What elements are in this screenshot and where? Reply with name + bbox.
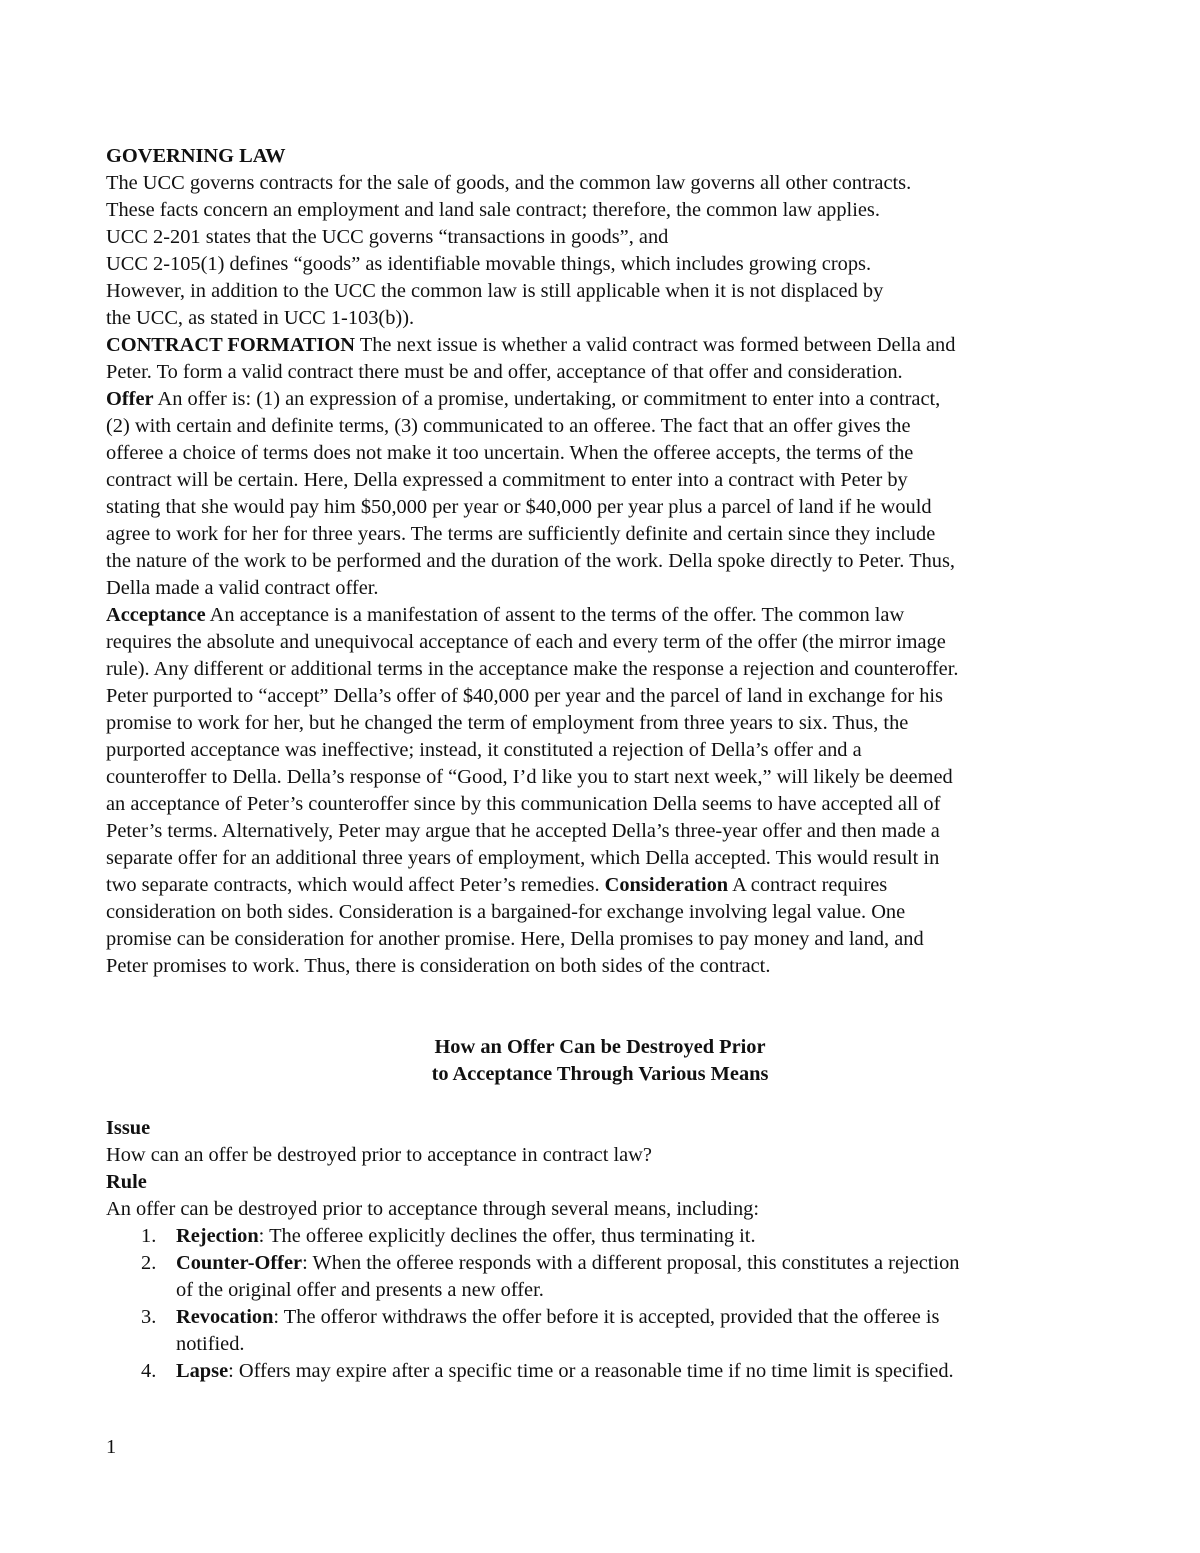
- acceptance-line: Peter purported to “accept” Della’s offer of $40,000 per year and the parcel of land in exchange for his: [106, 685, 943, 707]
- contract-formation-heading: CONTRACT FORMATION: [106, 334, 356, 356]
- list-term: Revocation: [176, 1306, 274, 1328]
- list-term: Counter-Offer: [176, 1252, 303, 1274]
- list-number: 4.: [141, 1360, 157, 1382]
- list-text: : The offeree explicitly declines the offer, thus terminating it.: [258, 1225, 756, 1247]
- governing-law-heading: GOVERNING LAW: [106, 145, 286, 167]
- list-item: [106, 1358, 1106, 1385]
- offer-line: the nature of the work to be performed and the duration of the work. Della spoke directly to Peter. Thus,: [106, 550, 955, 572]
- list-item: [106, 1250, 1106, 1304]
- consideration-text: A contract requires: [728, 874, 888, 896]
- list-text-continued: of the original offer and presents a new offer.: [176, 1279, 544, 1301]
- acceptance-line: rule). Any different or additional terms in the acceptance make the response a rejection and counteroffer.: [106, 658, 959, 680]
- rule-text: An offer can be destroyed prior to acceptance through several means, including:: [106, 1198, 760, 1220]
- offer-line: Della made a valid contract offer.: [106, 577, 379, 599]
- section-title-line: How an Offer Can be Destroyed Prior: [434, 1036, 766, 1058]
- list-item: [106, 1304, 1106, 1358]
- list-text: : Offers may expire after a specific time or a reasonable time if no time limit is specified.: [228, 1360, 954, 1382]
- section-title-line: to Acceptance Through Various Means: [431, 1063, 769, 1085]
- list-term: Lapse: [176, 1360, 229, 1382]
- offer-text: An offer is: (1) an expression of a promise, undertaking, or commitment to enter into a contract,: [153, 388, 941, 410]
- offer-line: (2) with certain and definite terms, (3) communicated to an offeree. The fact that an offer gives the: [106, 415, 911, 437]
- acceptance-text: two separate contracts, which would affect Peter’s remedies.: [106, 874, 605, 896]
- formation-text: The next issue is whether a valid contract was formed between Della and: [355, 334, 956, 356]
- page-number: 1: [106, 1436, 117, 1458]
- section-spacer: [106, 1088, 1106, 1115]
- acceptance-line: requires the absolute and unequivocal acceptance of each and every term of the offer (the mirror image: [106, 631, 946, 653]
- section-spacer: [106, 980, 1106, 1034]
- rule-heading: Rule: [106, 1171, 147, 1193]
- list-term: Rejection: [176, 1225, 259, 1247]
- offer-line: stating that she would pay him $50,000 per year or $40,000 per year plus a parcel of land if he would: [106, 496, 932, 518]
- consideration-line: [106, 872, 1106, 899]
- acceptance-heading: Acceptance: [106, 604, 206, 626]
- acceptance-line: separate offer for an additional three years of employment, which Della accepted. This would result in: [106, 847, 940, 869]
- governing-line: UCC 2-105(1) defines “goods” as identifiable movable things, which includes growing crops.: [106, 253, 872, 275]
- governing-line: However, in addition to the UCC the common law is still applicable when it is not displaced by: [106, 280, 884, 302]
- offer-line: contract will be certain. Here, Della expressed a commitment to enter into a contract with Peter by: [106, 469, 908, 491]
- governing-line: the UCC, as stated in UCC 1-103(b)).: [106, 307, 415, 329]
- acceptance-line: [106, 602, 1106, 629]
- list-item: [106, 1223, 1106, 1250]
- consideration-heading: Consideration: [604, 874, 729, 896]
- offer-heading: Offer: [106, 388, 154, 410]
- governing-line: UCC 2-201 states that the UCC governs “transactions in goods”, and: [106, 226, 669, 248]
- list-number: 1.: [141, 1225, 157, 1247]
- list-number: 3.: [141, 1306, 157, 1328]
- issue-text: How can an offer be destroyed prior to acceptance in contract law?: [106, 1144, 652, 1166]
- issue-heading: Issue: [106, 1117, 151, 1139]
- acceptance-text: An acceptance is a manifestation of assent to the terms of the offer. The common law: [205, 604, 905, 626]
- offer-line: agree to work for her for three years. The terms are sufficiently definite and certain since they include: [106, 523, 936, 545]
- list-number: 2.: [141, 1252, 157, 1274]
- consideration-line: promise can be consideration for another promise. Here, Della promises to pay money and land, and: [106, 928, 924, 950]
- offer-line: offeree a choice of terms does not make it too uncertain. When the offeree accepts, the terms of the: [106, 442, 914, 464]
- acceptance-line: counteroffer to Della. Della’s response of “Good, I’d like you to start next week,” will likely be deemed: [106, 766, 953, 788]
- means-list: [106, 1223, 1106, 1385]
- consideration-line: consideration on both sides. Consideration is a bargained-for exchange involving legal value. One: [106, 901, 906, 923]
- governing-line: These facts concern an employment and land sale contract; therefore, the common law applies.: [106, 199, 880, 221]
- list-text-continued: notified.: [176, 1333, 245, 1355]
- acceptance-line: an acceptance of Peter’s counteroffer since by this communication Della seems to have accepted all of: [106, 793, 941, 815]
- consideration-line: Peter promises to work. Thus, there is consideration on both sides of the contract.: [106, 955, 771, 977]
- acceptance-line: promise to work for her, but he changed the term of employment from three years to six. Thus, the: [106, 712, 909, 734]
- list-text: : The offeror withdraws the offer before it is accepted, provided that the offeree is: [273, 1306, 940, 1328]
- list-text: : When the offeree responds with a different proposal, this constitutes a rejection: [302, 1252, 960, 1274]
- document-body: [106, 143, 1106, 1385]
- formation-line: Peter. To form a valid contract there must be and offer, acceptance of that offer and consideration.: [106, 361, 903, 383]
- acceptance-line: Peter’s terms. Alternatively, Peter may argue that he accepted Della’s three-year offer and then made a: [106, 820, 940, 842]
- governing-line: The UCC governs contracts for the sale of goods, and the common law governs all other contracts.: [106, 172, 912, 194]
- offer-line: [106, 386, 1106, 413]
- acceptance-line: purported acceptance was ineffective; instead, it constituted a rejection of Della’s offer and a: [106, 739, 862, 761]
- contract-formation-line: [106, 332, 1106, 359]
